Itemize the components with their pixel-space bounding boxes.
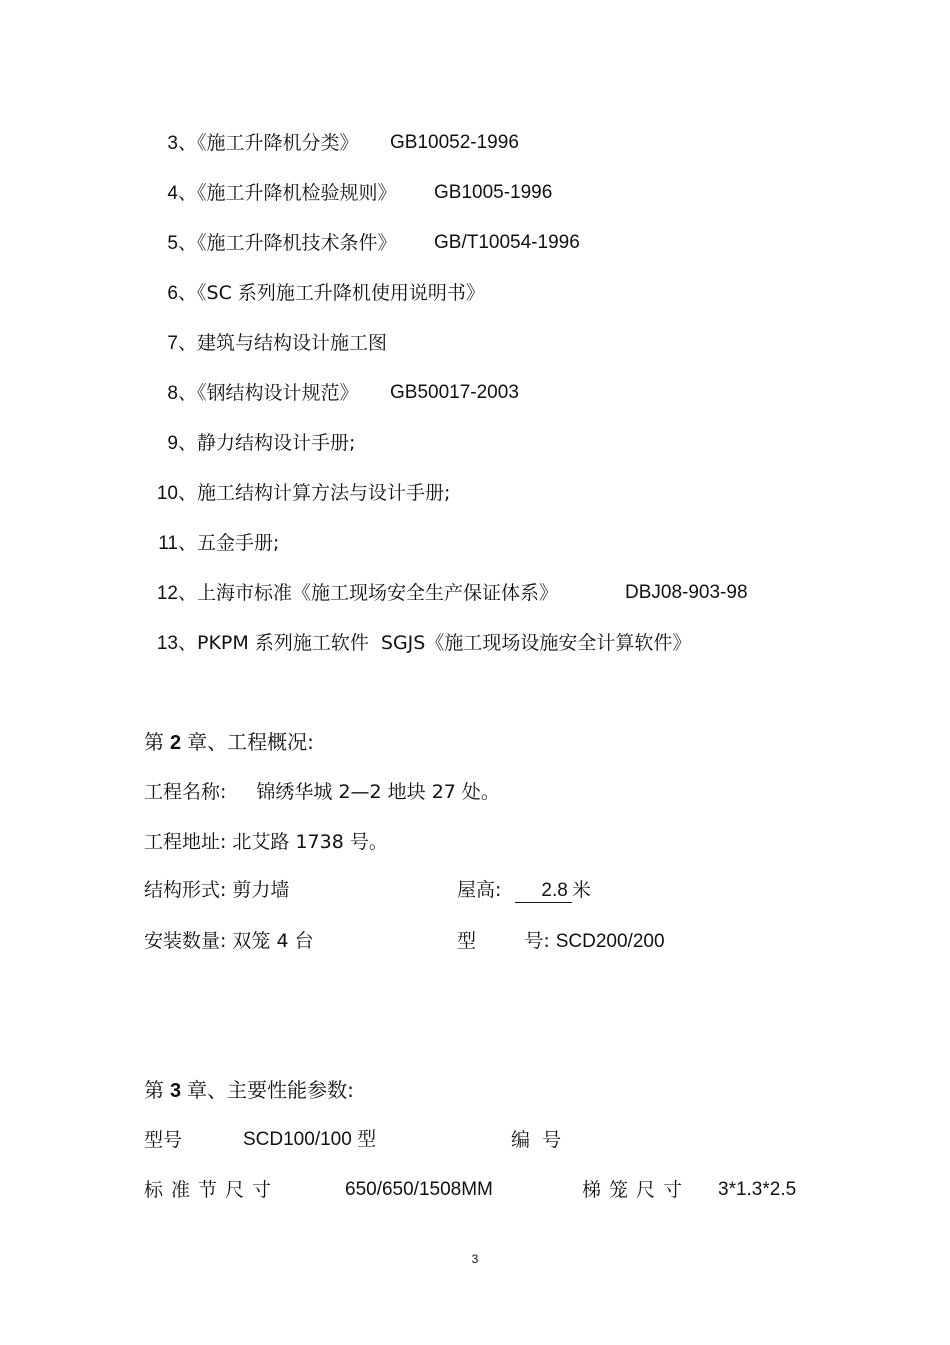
reference-title: 《施工升降机分类》	[197, 132, 359, 154]
spec-serial-label: 编 号	[511, 1129, 562, 1151]
chapter-number: 3	[170, 1080, 182, 1102]
reference-separator: 、	[178, 582, 198, 604]
reference-title: 《SC 系列施工升降机使用说明书》	[197, 282, 485, 304]
reference-item	[148, 530, 279, 557]
structure-value: 剪力墙	[232, 879, 290, 901]
reference-item	[148, 380, 359, 407]
structure-label: 结构形式:	[144, 879, 227, 901]
floor-height-unit: 米	[571, 879, 591, 901]
reference-separator: 、	[178, 432, 198, 454]
model-label: 型 号:	[457, 930, 550, 952]
floor-height-label: 屋高:	[457, 879, 502, 901]
spec-model-label: 型号	[144, 1129, 183, 1151]
project-name-value: 锦绣华城 2—2 地块 27 处。	[256, 781, 500, 803]
install-quantity-label: 安装数量:	[144, 930, 227, 952]
reference-number: 9	[167, 433, 178, 454]
reference-item	[148, 130, 359, 157]
model-field	[457, 928, 665, 955]
reference-number: 4	[167, 183, 178, 204]
reference-title: PKPM 系列施工软件 SGJS《施工现场设施安全计算软件》	[197, 632, 692, 654]
reference-item	[148, 330, 387, 357]
reference-separator: 、	[178, 182, 198, 204]
chapter-prefix: 第	[144, 730, 164, 754]
install-quantity-row	[144, 928, 314, 954]
reference-code: GB10052-1996	[390, 132, 519, 153]
chapter-3-heading	[144, 1076, 354, 1105]
reference-title: 施工结构计算方法与设计手册;	[197, 482, 451, 504]
reference-number: 11	[158, 533, 178, 554]
reference-number: 6	[167, 283, 178, 304]
floor-height-field	[457, 877, 591, 903]
spec-section-label: 标准节尺寸	[144, 1179, 280, 1201]
reference-title: 五金手册;	[197, 532, 280, 554]
reference-title: 静力结构设计手册;	[197, 432, 356, 454]
reference-item	[148, 430, 355, 457]
chapter-2-heading	[144, 728, 314, 757]
reference-title: 《施工升降机检验规则》	[197, 182, 397, 204]
reference-separator: 、	[178, 532, 198, 554]
reference-separator: 、	[178, 382, 198, 404]
project-name-row	[144, 779, 500, 805]
install-quantity-value: 双笼 4 台	[232, 930, 314, 952]
reference-code: GB1005-1996	[434, 182, 553, 203]
reference-item	[148, 630, 691, 657]
page-number: 3	[471, 1252, 479, 1266]
reference-title: 上海市标准《施工现场安全生产保证体系》	[197, 582, 559, 604]
structure-row	[144, 877, 289, 903]
reference-title: 《施工升降机技术条件》	[197, 232, 397, 254]
reference-number: 8	[167, 383, 178, 404]
reference-separator: 、	[178, 132, 198, 154]
chapter-title: 章、工程概况:	[187, 730, 314, 754]
reference-number: 12	[156, 583, 178, 604]
reference-separator: 、	[178, 282, 198, 304]
spec-cage-label: 梯笼尺寸	[582, 1179, 691, 1201]
floor-height-value: 2.8	[515, 880, 571, 903]
reference-item	[148, 480, 450, 507]
reference-item	[148, 230, 397, 257]
spec-model-value: SCD100/100 型	[243, 1129, 377, 1150]
project-address-label: 工程地址:	[144, 831, 227, 853]
reference-item	[148, 280, 485, 307]
reference-item	[148, 180, 397, 207]
model-value: SCD200/200	[555, 931, 665, 952]
reference-number: 5	[167, 233, 178, 254]
project-address-row	[144, 829, 388, 855]
spec-section-value: 650/650/1508MM	[345, 1179, 493, 1200]
project-name-label: 工程名称:	[144, 781, 227, 803]
reference-code: GB/T10054-1996	[434, 232, 580, 253]
reference-number: 10	[156, 483, 178, 504]
chapter-prefix: 第	[144, 1078, 164, 1102]
reference-number: 7	[167, 333, 178, 354]
reference-title: 《钢结构设计规范》	[197, 382, 359, 404]
reference-number: 3	[167, 133, 178, 154]
chapter-number: 2	[170, 732, 182, 754]
project-address-value: 北艾路 1738 号。	[232, 831, 388, 853]
reference-code: GB50017-2003	[390, 382, 519, 403]
chapter-title: 章、主要性能参数:	[187, 1078, 354, 1102]
reference-separator: 、	[178, 482, 198, 504]
reference-number: 13	[156, 633, 178, 654]
reference-separator: 、	[178, 632, 198, 654]
spec-cage-value: 3*1.3*2.5	[718, 1179, 797, 1200]
reference-item	[148, 580, 558, 607]
reference-separator: 、	[178, 232, 198, 254]
reference-code: DBJ08-903-98	[625, 582, 748, 603]
reference-title: 建筑与结构设计施工图	[197, 332, 388, 354]
reference-separator: 、	[178, 332, 198, 354]
